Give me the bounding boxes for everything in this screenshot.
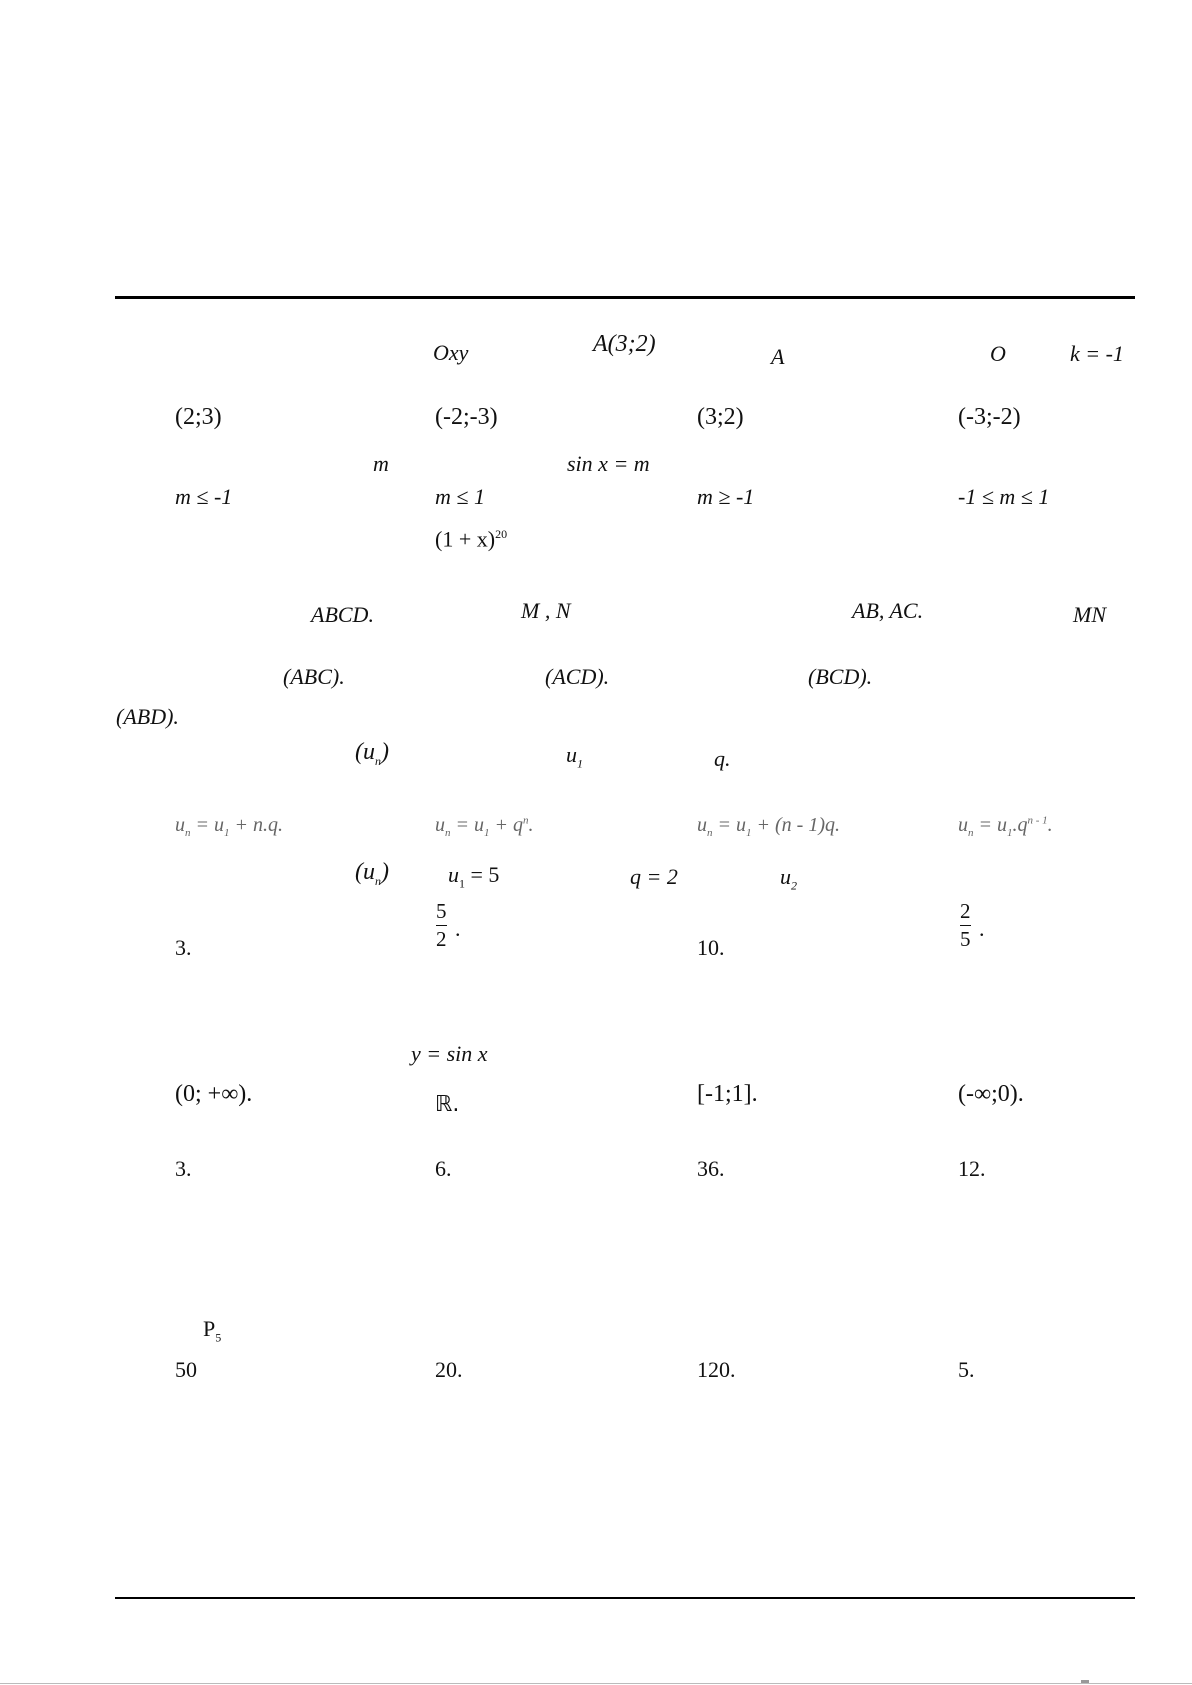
q1-option-b: (-2;-3): [435, 404, 498, 430]
q1-option-a: (2;3): [175, 404, 222, 430]
header-rule: [115, 296, 1135, 299]
q4-points: M , N: [521, 598, 571, 623]
q1-option-c: (3;2): [697, 404, 744, 430]
q5-seq: $(u_n)$: [355, 739, 389, 768]
q7-option-a: (0; +∞).: [175, 1081, 253, 1107]
q4-option-b: (ACD).: [545, 664, 610, 689]
q6-option-b: 5 2: [436, 899, 447, 952]
q8-option-c: 36.: [697, 1156, 725, 1181]
page-corner-mark: [1081, 1680, 1089, 1683]
q5-ratio: q.: [714, 746, 731, 771]
q9-option-a: 50: [175, 1357, 197, 1382]
q6-option-b-dot: .: [455, 916, 461, 941]
q6-option-d-dot: .: [979, 916, 985, 941]
q9-option-d: 5.: [958, 1357, 975, 1382]
q2-option-a: m ≤ -1: [175, 484, 233, 509]
q7-option-d: (-∞;0).: [958, 1081, 1024, 1107]
q6-option-d: 2 5: [960, 899, 971, 952]
q6-seq: $(u_n)$: [355, 859, 389, 888]
q4-option-a: (ABC).: [283, 664, 345, 689]
q3-expression: $(1 + x)^{20}$: [435, 526, 508, 552]
q8-option-b: 6.: [435, 1156, 452, 1181]
q1-image-of: A: [771, 344, 785, 369]
q7-func: y = sin x: [411, 1041, 488, 1066]
q5-option-b: $u_n = u_1 + q^n$.: [435, 814, 534, 839]
q2-option-d: -1 ≤ m ≤ 1: [958, 484, 1050, 509]
q2-equation: sin x = m: [567, 451, 650, 476]
q4-option-d: (ABD).: [116, 704, 179, 729]
q5-option-a: $u_n = u_1 + n.q$.: [175, 814, 283, 839]
q9-option-c: 120.: [697, 1357, 736, 1382]
q4-edges: AB, AC.: [852, 598, 924, 623]
q8-option-a: 3.: [175, 1156, 192, 1181]
q4-line: MN: [1073, 602, 1106, 627]
q1-ratio: k = -1: [1070, 341, 1124, 366]
q1-point: A(3;2): [593, 331, 656, 357]
q8-option-d: 12.: [958, 1156, 986, 1181]
q2-param: m: [373, 451, 389, 476]
q1-center: O: [990, 341, 1006, 366]
q4-tetra: ABCD.: [311, 602, 374, 627]
q3-exponent: 20: [495, 527, 508, 541]
q7-option-b: ℝ.: [435, 1092, 460, 1117]
q1-option-d: (-3;-2): [958, 404, 1021, 430]
q2-option-c: m ≥ -1: [697, 484, 755, 509]
page-bottom-edge: [0, 1683, 1192, 1684]
footer-rule: [115, 1597, 1135, 1599]
q7-option-c: [-1;1].: [697, 1081, 758, 1107]
q6-option-c: 10.: [697, 935, 725, 960]
q1-plane: Oxy: [433, 340, 469, 365]
q4-option-c: (BCD).: [808, 664, 873, 689]
q9-option-b: 20.: [435, 1357, 463, 1382]
q6-q: q = 2: [630, 864, 678, 889]
q6-u2: $u_2$: [780, 864, 797, 893]
q6-u1: $u_1 = 5$: [448, 862, 500, 891]
q5-option-c: $u_n = u_1 + (n - 1)q$.: [697, 814, 840, 839]
q9-perm: $P_5$: [203, 1316, 222, 1345]
q5-option-d: $u_n = u_1.q^{n - 1}$.: [958, 814, 1053, 839]
q2-option-b: m ≤ 1: [435, 484, 485, 509]
q5-first: $u_1$: [566, 742, 583, 771]
q6-option-a: 3.: [175, 935, 192, 960]
